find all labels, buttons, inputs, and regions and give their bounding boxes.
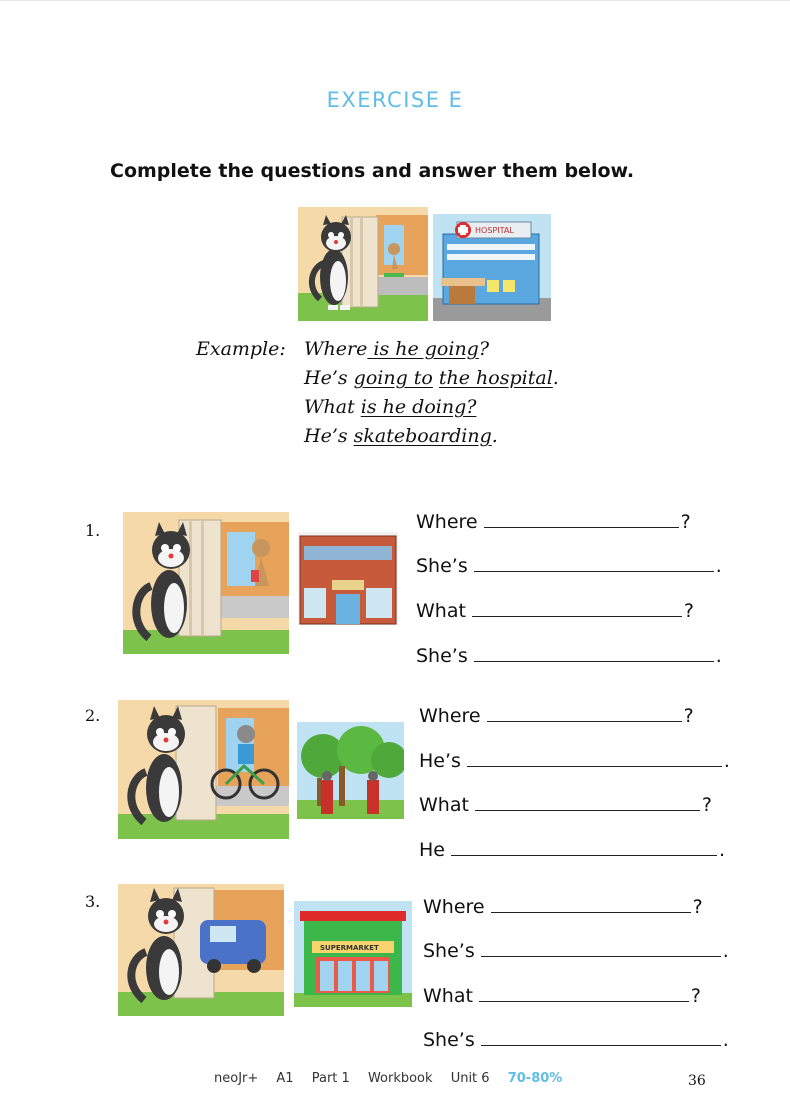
item-2-cat-picture bbox=[118, 700, 289, 839]
item-2-line-2: He’s . bbox=[419, 750, 730, 772]
item-number-2: 2. bbox=[85, 706, 101, 725]
item-3-line-4: She’s . bbox=[423, 1029, 729, 1051]
answer-blank[interactable] bbox=[481, 942, 721, 957]
answer-blank[interactable] bbox=[479, 987, 689, 1002]
item-number-3: 3. bbox=[85, 892, 101, 911]
item-2-line-4: He . bbox=[419, 839, 726, 861]
answer-blank[interactable] bbox=[451, 841, 717, 856]
item-3-supermarket-picture bbox=[294, 901, 412, 1007]
example-label: Example: bbox=[196, 338, 286, 360]
answer-blank[interactable] bbox=[475, 796, 700, 811]
item-3-line-1: Where ? bbox=[423, 896, 703, 918]
item-1-cat-picture bbox=[123, 512, 289, 654]
supermarket-sign: SUPERMARKET bbox=[320, 944, 379, 952]
answer-blank[interactable] bbox=[491, 898, 691, 913]
example-line-2: He’s going to the hospital. bbox=[304, 367, 559, 389]
instruction-text: Complete the questions and answer them below. bbox=[110, 160, 635, 182]
example-line-4: He’s skateboarding. bbox=[304, 425, 498, 447]
top-rule bbox=[0, 0, 790, 1]
item-number-1: 1. bbox=[85, 521, 101, 540]
item-3-cat-picture bbox=[118, 884, 284, 1016]
footer-part: Part 1 bbox=[311, 1071, 350, 1086]
page-footer bbox=[214, 1071, 576, 1086]
page-number: 36 bbox=[688, 1073, 706, 1089]
footer-level: A1 bbox=[276, 1071, 294, 1086]
answer-blank[interactable] bbox=[467, 752, 722, 767]
example-line-3: What is he doing? bbox=[304, 396, 477, 418]
footer-book: Workbook bbox=[367, 1071, 433, 1086]
hospital-picture bbox=[433, 214, 551, 321]
item-2-park-picture bbox=[297, 722, 404, 819]
footer-brand: neoJr+ bbox=[214, 1071, 259, 1086]
answer-blank[interactable] bbox=[484, 513, 679, 528]
item-1-store-picture bbox=[298, 532, 398, 625]
answer-blank[interactable] bbox=[481, 1031, 721, 1046]
item-3-line-2: She’s . bbox=[423, 940, 729, 962]
item-1-line-2: She’s . bbox=[416, 555, 722, 577]
answer-blank[interactable] bbox=[472, 602, 682, 617]
answer-blank[interactable] bbox=[474, 557, 714, 572]
footer-percent: 70-80% bbox=[507, 1071, 563, 1086]
answer-blank[interactable] bbox=[487, 707, 682, 722]
answer-blank[interactable] bbox=[474, 647, 714, 662]
hospital-sign: HOSPITAL bbox=[475, 226, 514, 235]
example-cat-picture bbox=[298, 207, 428, 321]
exercise-title: EXERCISE E bbox=[326, 88, 464, 112]
example-line-1: Where is he going? bbox=[304, 338, 490, 360]
item-2-line-3: What ? bbox=[419, 794, 713, 816]
item-1-line-1: Where ? bbox=[416, 511, 691, 533]
item-2-line-1: Where ? bbox=[419, 705, 694, 727]
item-1-line-3: What ? bbox=[416, 600, 695, 622]
item-3-line-3: What ? bbox=[423, 985, 702, 1007]
footer-unit: Unit 6 bbox=[450, 1071, 490, 1086]
item-1-line-4: She’s . bbox=[416, 645, 722, 667]
